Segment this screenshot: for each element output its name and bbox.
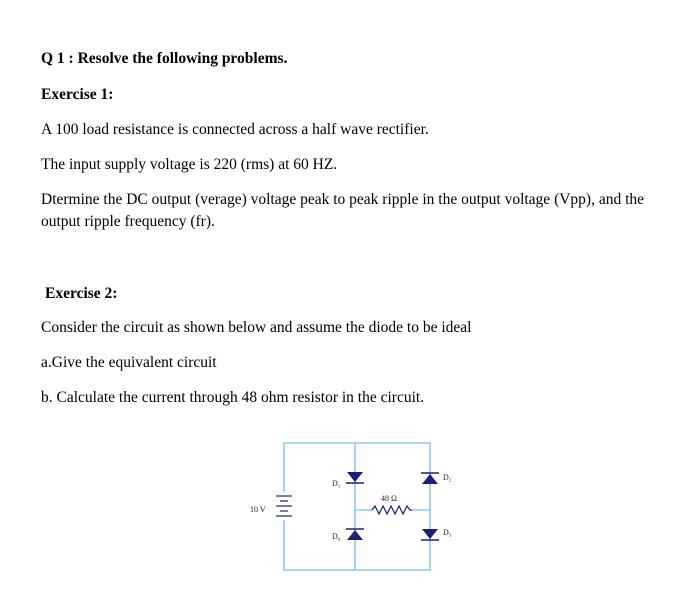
source-label: 10 V <box>250 505 266 514</box>
exercise2-line1: Consider the circuit as shown below and assume the diode to be ideal <box>41 319 472 336</box>
resistor-label: 48 Ω <box>381 494 397 503</box>
exercise2-line3: b. Calculate the current through 48 ohm resistor in the circuit. <box>41 389 425 406</box>
diode-d4-label: D₄ <box>332 532 341 541</box>
exercise1-line1: A 100 load resistance is connected across a half wave rectifier. <box>41 121 429 138</box>
exercise2-line2: a.Give the equivalent circuit <box>41 354 217 371</box>
diode-d1 <box>346 472 364 483</box>
diode-d3-label: D₃ <box>443 528 452 537</box>
question-title: Q 1 : Resolve the following problems. <box>41 50 288 67</box>
circuit-diagram <box>240 438 460 578</box>
exercise1-line2: The input supply voltage is 220 (rms) at 60 HZ. <box>41 156 338 173</box>
diode-d1-label: D₁ <box>332 479 341 488</box>
diode-d2 <box>421 473 439 484</box>
exercise1-heading: Exercise 1: <box>41 86 114 103</box>
diode-d4 <box>346 529 364 540</box>
diode-d2-label: D₂ <box>443 473 452 482</box>
resistor-symbol <box>372 506 412 514</box>
diode-d3 <box>421 529 439 540</box>
exercise2-heading: Exercise 2: <box>45 285 118 302</box>
battery-symbol <box>276 496 292 516</box>
exercise1-line3: Dtermine the DC output (verage) voltage peak to peak ripple in the output voltage (Vpp), and the output ripple frequency (fr). <box>41 191 645 230</box>
